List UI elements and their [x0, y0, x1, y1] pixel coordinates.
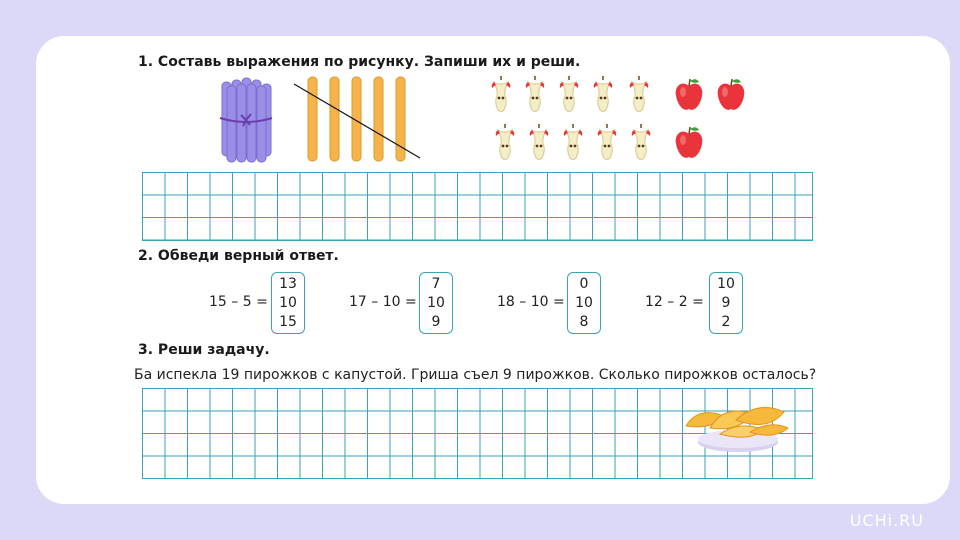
apples-group	[484, 72, 752, 168]
apple-icon	[676, 79, 703, 110]
stick-icon	[374, 77, 383, 161]
answer-options-3	[567, 272, 601, 334]
apple-icon	[676, 127, 703, 158]
answer-option[interactable]: 10	[279, 294, 297, 311]
task1-heading: 1. Составь выражения по рисунку. Запиши их и реши.	[138, 54, 581, 70]
apple-core-icon	[496, 124, 515, 160]
stick-icon	[330, 77, 339, 161]
answer-option[interactable]: 13	[279, 276, 297, 293]
expression-2: 17 – 10 =	[349, 294, 417, 310]
expression-4: 12 – 2 =	[645, 294, 704, 310]
expression-1: 15 – 5 =	[209, 294, 268, 310]
task3-problem-text: Ба испекла 19 пирожков с капустой. Гриша съел 9 пирожков. Сколько пирожков осталось?	[134, 367, 817, 383]
answer-options-1	[271, 272, 305, 334]
answer-option[interactable]: 9	[431, 313, 441, 330]
apple-icon	[718, 79, 745, 110]
answer-option[interactable]: 15	[279, 313, 297, 330]
answer-option[interactable]: 10	[427, 294, 445, 311]
apple-core-icon	[492, 76, 511, 112]
expression-3: 18 – 10 =	[497, 294, 565, 310]
answer-option[interactable]: 7	[431, 276, 441, 293]
answer-option[interactable]: 0	[579, 276, 589, 293]
stick-icon	[308, 77, 317, 161]
brand-logo: UCHi.RU	[849, 511, 924, 530]
answer-options-2	[419, 272, 453, 334]
answer-option[interactable]: 10	[717, 276, 735, 293]
answer-option[interactable]: 9	[721, 294, 731, 311]
task3-heading: 3. Реши задачу.	[138, 342, 270, 358]
apple-core-icon	[526, 76, 545, 112]
pie-plate-icon	[680, 398, 794, 460]
apple-core-icon	[594, 76, 613, 112]
answer-option[interactable]: 2	[721, 313, 731, 330]
apple-core-icon	[630, 76, 649, 112]
answer-option[interactable]: 8	[579, 313, 589, 330]
apple-core-icon	[598, 124, 617, 160]
answer-option[interactable]: 10	[575, 294, 593, 311]
sticks-group	[290, 76, 426, 164]
apple-core-icon	[530, 124, 549, 160]
answer-options-4	[709, 272, 743, 334]
task2-heading: 2. Обведи верный ответ.	[138, 248, 339, 264]
stick-bundle-icon	[218, 76, 274, 164]
apple-core-icon	[564, 124, 583, 160]
answer-grid-1[interactable]	[142, 172, 813, 241]
apple-core-icon	[560, 76, 579, 112]
apple-core-icon	[632, 124, 651, 160]
